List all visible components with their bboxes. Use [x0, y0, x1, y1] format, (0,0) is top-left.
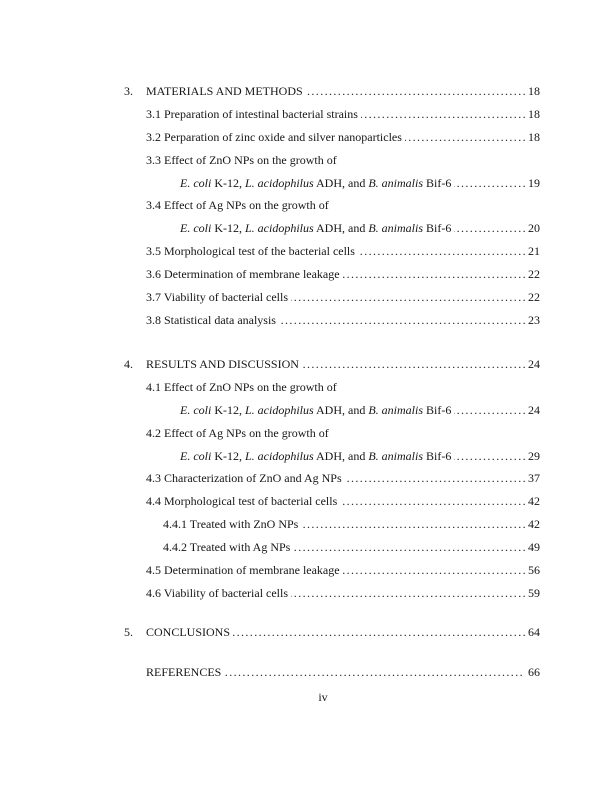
- page-number: 42: [528, 517, 540, 532]
- toc-entry-label: [180, 399, 451, 422]
- dot-leader: [358, 240, 527, 263]
- toc-entry-4-4: [124, 490, 540, 513]
- species-name: E. coli: [180, 448, 212, 463]
- strain-text: Bif-6: [423, 402, 452, 417]
- species-name: E. coli: [180, 402, 212, 417]
- toc-section-4: [124, 353, 540, 605]
- toc-entry-label: 4.1 Effect of ZnO NPs on the growth of: [146, 379, 337, 394]
- dot-leader: [291, 286, 527, 309]
- toc-entry-label: [180, 217, 451, 240]
- toc-entry-3-3-continuation: [124, 172, 540, 195]
- dot-leader: [405, 126, 527, 149]
- species-name: B. animalis: [368, 221, 424, 236]
- toc-entry-label: 3.8 Statistical data analysis: [146, 312, 276, 327]
- toc-entry-4-3: [124, 467, 540, 490]
- dot-leader: [343, 559, 527, 582]
- page-number: 56: [528, 563, 540, 578]
- dot-leader: [233, 621, 527, 644]
- dot-leader: [291, 582, 527, 605]
- species-name: B. animalis: [368, 448, 424, 463]
- page-number: 59: [528, 585, 540, 600]
- page-number: 19: [528, 175, 540, 190]
- dot-leader: [340, 490, 527, 513]
- toc-entry-4-1: [124, 376, 540, 399]
- strain-text: K-12,: [211, 175, 245, 190]
- species-name: B. animalis: [368, 402, 424, 417]
- strain-text: ADH, and: [313, 448, 369, 463]
- toc-entry-references: [124, 661, 540, 684]
- page-footer-number: iv: [318, 690, 328, 704]
- dot-leader: [301, 513, 527, 536]
- toc-entry-3-8: [124, 309, 540, 332]
- toc-entry-label: 4.4.2 Treated with Ag NPs: [163, 540, 291, 555]
- toc-entry-label: 3.1 Preparation of intestinal bacterial strains: [146, 106, 358, 121]
- toc-entry-4-5: [124, 559, 540, 582]
- strain-text: K-12,: [211, 221, 245, 236]
- chapter-number: 5.: [124, 625, 133, 639]
- strain-text: ADH, and: [313, 221, 369, 236]
- page-number: 20: [528, 221, 540, 236]
- toc-entry-label: 3.6 Determination of membrane leakage: [146, 267, 340, 282]
- toc-entry-3-1: [124, 103, 540, 126]
- toc-entry-label: 4.6 Viability of bacterial cells: [146, 585, 289, 600]
- species-name: E. coli: [180, 175, 212, 190]
- toc-entry-label: 4.4 Morphological test of bacterial cells: [146, 494, 338, 509]
- chapter-number: 4.: [124, 357, 133, 371]
- toc-entry-label: 3.3 Effect of ZnO NPs on the growth of: [146, 152, 337, 167]
- dot-leader: [343, 263, 527, 286]
- dot-leader: [224, 661, 524, 684]
- toc-entry-4-4-1: [124, 513, 540, 536]
- toc-entry-4-6: [124, 582, 540, 605]
- page-number: 18: [528, 129, 540, 144]
- dot-leader: [293, 536, 527, 559]
- toc-entry-3-5: [124, 240, 540, 263]
- page-number: 18: [528, 106, 540, 121]
- species-name: E. coli: [180, 221, 212, 236]
- toc-entry-label: 4.4.1 Treated with ZnO NPs: [163, 517, 299, 532]
- strain-text: K-12,: [211, 448, 245, 463]
- toc-entry-4-1-continuation: [124, 399, 540, 422]
- dot-leader: [345, 467, 527, 490]
- toc-entry-5: [124, 621, 540, 644]
- toc-entry-4: [124, 353, 540, 376]
- toc-entry-label: RESULTS AND DISCUSSION: [146, 357, 299, 371]
- page-number: 37: [528, 471, 540, 486]
- toc-entry-4-2-continuation: [124, 445, 540, 468]
- toc-entry-3-3: [124, 149, 540, 172]
- toc-entry-4-4-2: [124, 536, 540, 559]
- dot-leader: [454, 399, 527, 422]
- toc-entry-label: MATERIALS AND METHODS: [146, 84, 303, 98]
- page-number: 64: [528, 625, 540, 639]
- toc-entry-label: 3.4 Effect of Ag NPs on the growth of: [146, 198, 329, 213]
- strain-text: Bif-6: [423, 221, 452, 236]
- toc-entry-3-2: [124, 126, 540, 149]
- page-number: 42: [528, 494, 540, 509]
- toc-entry-4-2: [124, 422, 540, 445]
- strain-text: K-12,: [211, 402, 245, 417]
- toc-entry-label: 4.2 Effect of Ag NPs on the growth of: [146, 425, 329, 440]
- page-number: 18: [528, 84, 540, 98]
- toc-entry-label: 3.5 Morphological test of the bacterial cells: [146, 244, 355, 259]
- dot-leader: [454, 217, 527, 240]
- toc-section-references: [124, 661, 540, 684]
- toc-entry-label: 3.7 Viability of bacterial cells: [146, 290, 289, 305]
- species-name: L. acidophilus: [245, 175, 314, 190]
- strain-text: ADH, and: [313, 402, 369, 417]
- strain-text: Bif-6: [423, 448, 452, 463]
- chapter-number: 3.: [124, 84, 133, 98]
- page-number: 23: [528, 312, 540, 327]
- toc-entry-3-4: [124, 194, 540, 217]
- page-number: 24: [528, 402, 540, 417]
- toc-entry-3: [124, 80, 540, 103]
- species-name: L. acidophilus: [245, 221, 314, 236]
- toc-entry-label: 4.3 Characterization of ZnO and Ag NPs: [146, 471, 342, 486]
- dot-leader: [361, 103, 527, 126]
- page-number: 21: [528, 244, 540, 259]
- toc-entry-label: REFERENCES: [146, 665, 222, 679]
- dot-leader: [279, 309, 527, 332]
- page-number: 22: [528, 290, 540, 305]
- dot-leader: [454, 445, 527, 468]
- dot-leader: [302, 353, 527, 376]
- toc-entry-3-7: [124, 286, 540, 309]
- toc-entry-label: [180, 172, 451, 195]
- species-name: B. animalis: [368, 175, 424, 190]
- toc-entry-label: CONCLUSIONS: [146, 625, 231, 639]
- toc-entry-3-4-continuation: [124, 217, 540, 240]
- page-number: 24: [528, 357, 540, 371]
- toc-entry-label: 4.5 Determination of membrane leakage: [146, 563, 340, 578]
- strain-text: ADH, and: [313, 175, 369, 190]
- toc-entry-label: 3.2 Perparation of zinc oxide and silver nanoparticles: [146, 129, 402, 144]
- dot-leader: [306, 80, 527, 103]
- page-number: 29: [528, 448, 540, 463]
- strain-text: Bif-6: [423, 175, 452, 190]
- dot-leader: [454, 172, 527, 195]
- page-number: 49: [528, 540, 540, 555]
- toc-entry-3-6: [124, 263, 540, 286]
- toc-section-5: [124, 621, 540, 644]
- page-number: 22: [528, 267, 540, 282]
- species-name: L. acidophilus: [245, 402, 314, 417]
- toc-section-3: [124, 80, 540, 332]
- page-number: 66: [528, 665, 540, 679]
- species-name: L. acidophilus: [245, 448, 314, 463]
- toc-entry-label: [180, 445, 451, 468]
